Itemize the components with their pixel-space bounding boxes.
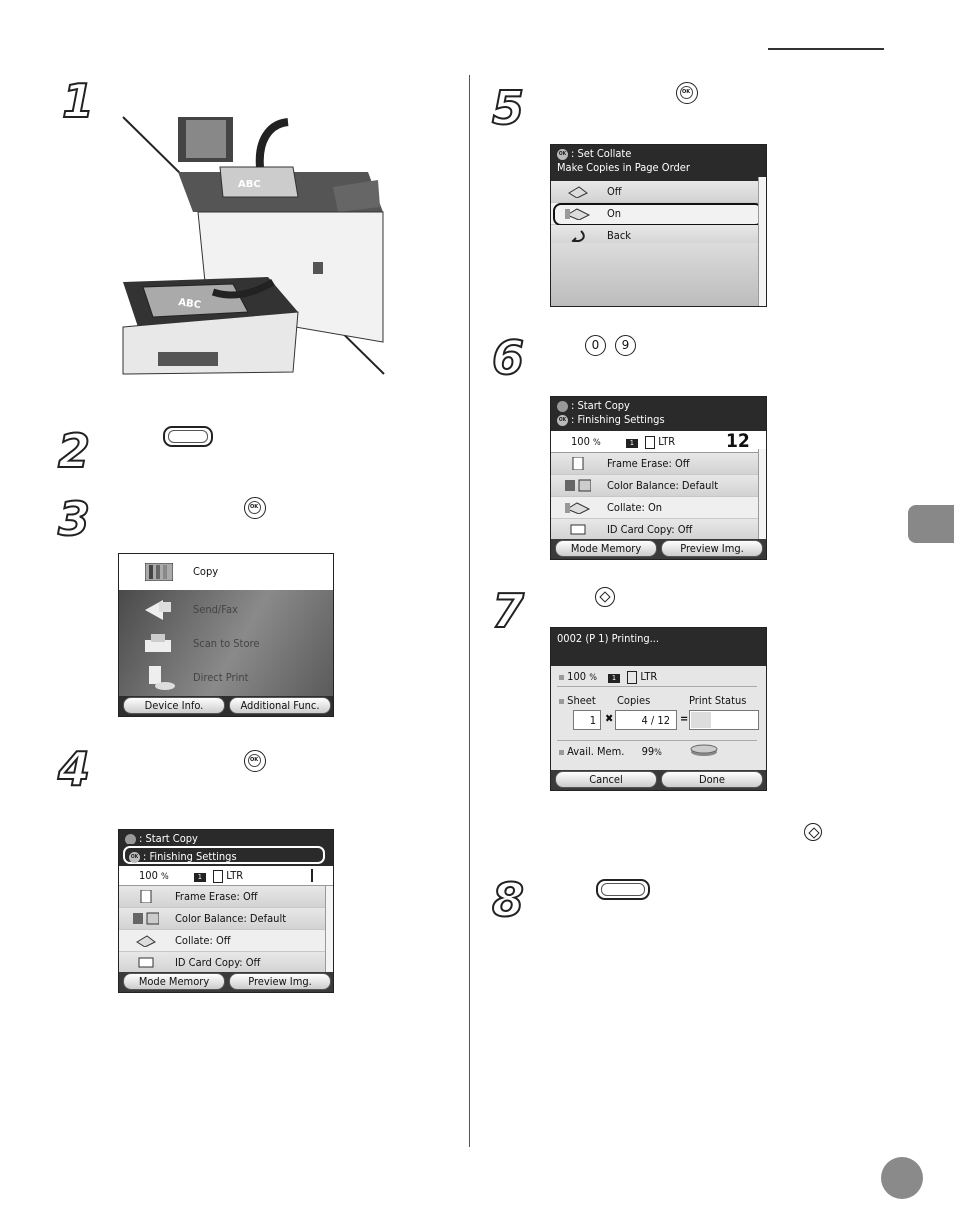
paper-size: LTR: [226, 869, 244, 882]
setting-row-color-balance[interactable]: Color Balance: Default: [119, 908, 333, 930]
step-number-7: 7: [492, 584, 525, 638]
preview-img-button[interactable]: Preview Img.: [229, 973, 331, 990]
avail-mem-unit: %: [654, 748, 662, 758]
avail-mem-label: Avail. Mem.: [567, 745, 625, 758]
paper-icon: [627, 671, 637, 684]
frame-erase-icon: [133, 890, 159, 903]
paper-size: LTR: [658, 435, 676, 448]
device-info-button[interactable]: Device Info.: [123, 697, 225, 714]
zoom-value: 100: [567, 670, 587, 683]
step-number-1: 1: [62, 74, 95, 128]
printing-status-screen: [550, 627, 767, 791]
mode-memory-button[interactable]: Mode Memory: [123, 973, 225, 990]
print-status-bar: [689, 710, 759, 730]
copies-label: Copies: [617, 694, 651, 707]
step-number-4: 4: [58, 742, 91, 796]
start-key-badge-icon: [125, 834, 136, 845]
sheet-value: 1: [573, 710, 601, 730]
svg-text:ABC: ABC: [238, 179, 261, 190]
paper-drawer-icon: 1: [608, 674, 620, 683]
setting-row-id-card-copy[interactable]: ID Card Copy: Off: [119, 952, 333, 974]
mode-memory-button[interactable]: Mode Memory: [555, 540, 657, 557]
numeric-key-0-icon: 0: [585, 335, 606, 356]
start-key-badge-icon: [557, 401, 568, 412]
color-balance-icon: [133, 912, 159, 925]
ok-dial-icon: [676, 82, 698, 104]
memory-pie-icon: [689, 743, 719, 757]
collate-on-icon: [565, 501, 591, 514]
collate-option-on[interactable]: On: [551, 203, 766, 225]
document-feeder-icon: [123, 277, 298, 374]
additional-func-button[interactable]: Additional Func.: [229, 697, 331, 714]
header-rule: [768, 48, 884, 50]
start-copy-hint: : Start Copy: [571, 399, 630, 412]
numeric-key-9-icon: 9: [615, 335, 636, 356]
back-arrow-icon: [565, 229, 591, 242]
menu-item-label: Send/Fax: [193, 603, 238, 616]
copy-status-line: [559, 670, 657, 684]
finishing-settings-hint[interactable]: : Finishing Settings: [571, 413, 665, 426]
document-placement-illustration: [118, 112, 386, 377]
setting-row-id-card-copy[interactable]: ID Card Copy: Off: [551, 519, 766, 541]
ok-dial-icon: [244, 750, 266, 772]
setting-row-collate[interactable]: Collate: Off: [119, 930, 333, 952]
chapter-tab: [908, 505, 954, 543]
collate-option-off[interactable]: Off: [551, 181, 766, 203]
reset-key-icon: [596, 879, 650, 900]
set-collate-subtitle: Make Copies in Page Order: [557, 161, 690, 174]
settings-scrollbar[interactable]: [758, 449, 766, 539]
zoom-unit: %: [161, 872, 169, 882]
paper-drawer-icon: 1: [626, 439, 638, 448]
step-number-2: 2: [58, 424, 91, 478]
page-number-badge: [881, 1157, 923, 1199]
id-card-icon: [565, 523, 591, 536]
collate-on-icon: [565, 207, 591, 220]
setting-row-collate[interactable]: Collate: On: [551, 497, 766, 519]
copy-settings-collate-on-screen: [550, 396, 767, 560]
step-number-3: 3: [58, 492, 91, 546]
cancel-button[interactable]: Cancel: [555, 771, 657, 788]
paper-icon: [645, 436, 655, 449]
zoom-value: 100: [571, 435, 590, 448]
collate-icon: [133, 934, 159, 947]
collate-option-back[interactable]: Back: [551, 225, 766, 247]
collate-off-icon: [565, 185, 591, 198]
equals-sign: =: [680, 712, 689, 725]
menu-item-label: Direct Print: [193, 671, 249, 684]
paper-size: LTR: [640, 670, 658, 683]
paper-drawer-icon: 1: [194, 873, 206, 882]
column-divider: [469, 75, 470, 1147]
copy-icon: [145, 563, 173, 581]
set-collate-screen: [550, 144, 767, 307]
zoom-value: 100: [139, 869, 158, 882]
scan-to-store-icon: [143, 632, 173, 654]
copy-quantity: 12: [726, 430, 750, 452]
cursor-mark: [311, 869, 313, 882]
menu-item-label: Copy: [193, 565, 219, 578]
options-scrollbar[interactable]: [758, 177, 766, 306]
menu-item-send-fax[interactable]: [119, 594, 333, 624]
avail-mem-line: [559, 745, 662, 758]
paper-icon: [213, 870, 223, 883]
done-button[interactable]: Done: [661, 771, 763, 788]
copies-progress: 4 / 12: [615, 710, 677, 730]
finishing-settings-hint[interactable]: OK : Finishing Settings: [123, 846, 325, 864]
menu-item-scan-to-store[interactable]: [119, 628, 333, 658]
copy-key-icon: [163, 426, 213, 447]
id-card-icon: [133, 956, 159, 969]
copy-status-line: [119, 866, 333, 886]
copy-status-line: [551, 431, 766, 453]
start-key-icon: [804, 823, 822, 841]
zoom-unit: %: [593, 438, 601, 448]
start-key-icon: [595, 587, 615, 607]
copy-settings-screen: [118, 829, 334, 993]
color-balance-icon: [565, 479, 591, 492]
setting-row-color-balance[interactable]: Color Balance: Default: [551, 475, 766, 497]
ok-badge-icon: OK: [557, 149, 568, 160]
menu-item-direct-print[interactable]: [119, 662, 333, 692]
send-fax-icon: [143, 598, 173, 620]
main-menu-screen: [118, 553, 334, 717]
set-collate-title: : Set Collate: [571, 147, 632, 160]
start-copy-hint: : Start Copy: [139, 832, 198, 844]
direct-print-icon: [145, 664, 175, 690]
print-status-fill: [691, 712, 711, 728]
step-number-8: 8: [492, 873, 525, 927]
zoom-unit: %: [589, 673, 597, 683]
frame-erase-icon: [565, 457, 591, 470]
ok-dial-icon: [244, 497, 266, 519]
settings-scrollbar[interactable]: [325, 886, 333, 972]
ok-badge-icon: OK: [557, 415, 568, 426]
setting-row-frame-erase[interactable]: Frame Erase: Off: [119, 886, 333, 908]
step-number-6: 6: [492, 331, 525, 385]
ok-badge-icon: OK: [129, 852, 140, 863]
setting-row-frame-erase[interactable]: Frame Erase: Off: [551, 453, 766, 475]
multiply-sign: ✖: [605, 712, 614, 725]
step-number-5: 5: [492, 81, 525, 135]
job-status-header: 0002 (P 1) Printing...: [551, 628, 766, 666]
svg-text:ABC: ABC: [177, 297, 202, 312]
sheet-label: Sheet: [559, 694, 596, 707]
print-status-label: Print Status: [689, 694, 747, 707]
preview-img-button[interactable]: Preview Img.: [661, 540, 763, 557]
menu-item-label: Scan to Store: [193, 637, 260, 650]
menu-item-copy[interactable]: [119, 554, 333, 590]
avail-mem-value: 99: [641, 745, 655, 758]
